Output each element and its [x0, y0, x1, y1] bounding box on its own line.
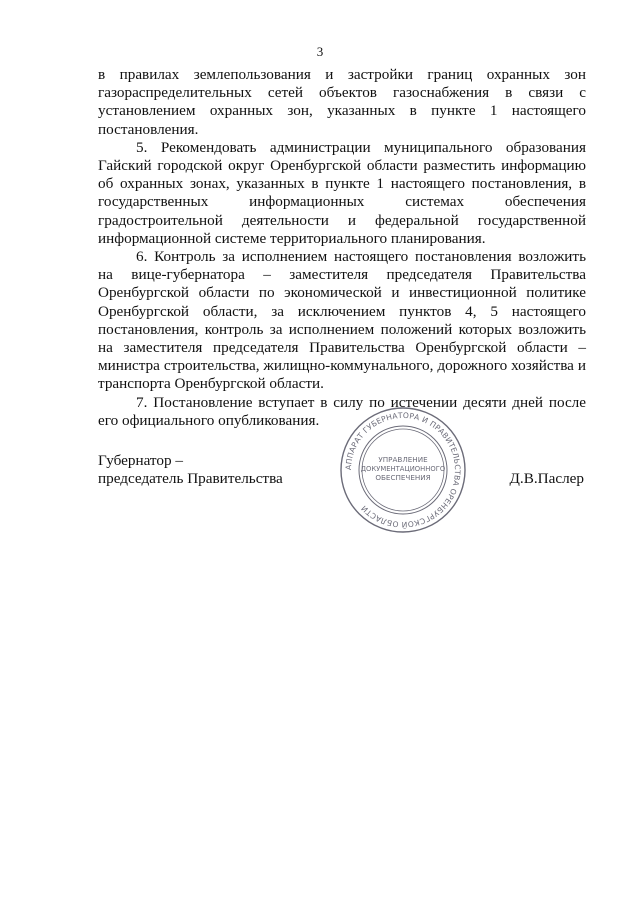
signature-block	[98, 452, 586, 492]
stamp-outer-text: АППАРАТ ГУБЕРНАТОРА И ПРАВИТЕЛЬСТВА ОРЕНБУРГСКОЙ ОБЛАСТИ	[343, 410, 463, 530]
signer-title-line-1: Губернатор –	[98, 452, 183, 469]
paragraph-7: 7. Постановление вступает в силу по истечении десяти дней после его официального опубликования.	[98, 393, 586, 429]
document-body	[98, 66, 586, 430]
stamp-inner-line-2: ДОКУМЕНТАЦИОННОГО	[360, 465, 446, 473]
page-number: 3	[316, 44, 324, 59]
signer-title-line-2: председатель Правительства	[98, 470, 283, 488]
paragraph-6: 6. Контроль за исполнением настоящего постановления возложить на вице-губернатора – заместителя председателя Правительства Оренбургской области по экономической и инвестиционной политике Оренбургской области, за исключением пунктов 4, 5 настоящего постановления, контроль за исполнением положений которых возложить на заместителя председателя Правительства Оренбургской области – министра строительства, жилищно-коммунального, дорожного хозяйства и транспорта Оренбургской области.	[98, 248, 586, 393]
stamp-inner-line-3: ОБЕСПЕЧЕНИЯ	[375, 473, 431, 482]
stamp-inner-line-1: УПРАВЛЕНИЕ	[378, 455, 428, 464]
signer-title	[98, 452, 283, 488]
signer-name: Д.В.Паслер	[509, 470, 584, 487]
paragraph-4-continuation: в правилах землепользования и застройки границ охранных зон газораспределительных сетей объектов газоснабжения в связи с установлением охранных зон, указанных в пункте 1 настоящего постановления.	[98, 66, 586, 138]
paragraph-5: 5. Рекомендовать администрации муниципального образования Гайский городской округ Оренбургской области разместить информацию об охранных зонах, указанных в пункте 1 настоящего постановления, в государственных информационных системах обеспечения градостроительной деятельности и федеральной государственной информационной системе территориального планирования.	[98, 138, 586, 247]
